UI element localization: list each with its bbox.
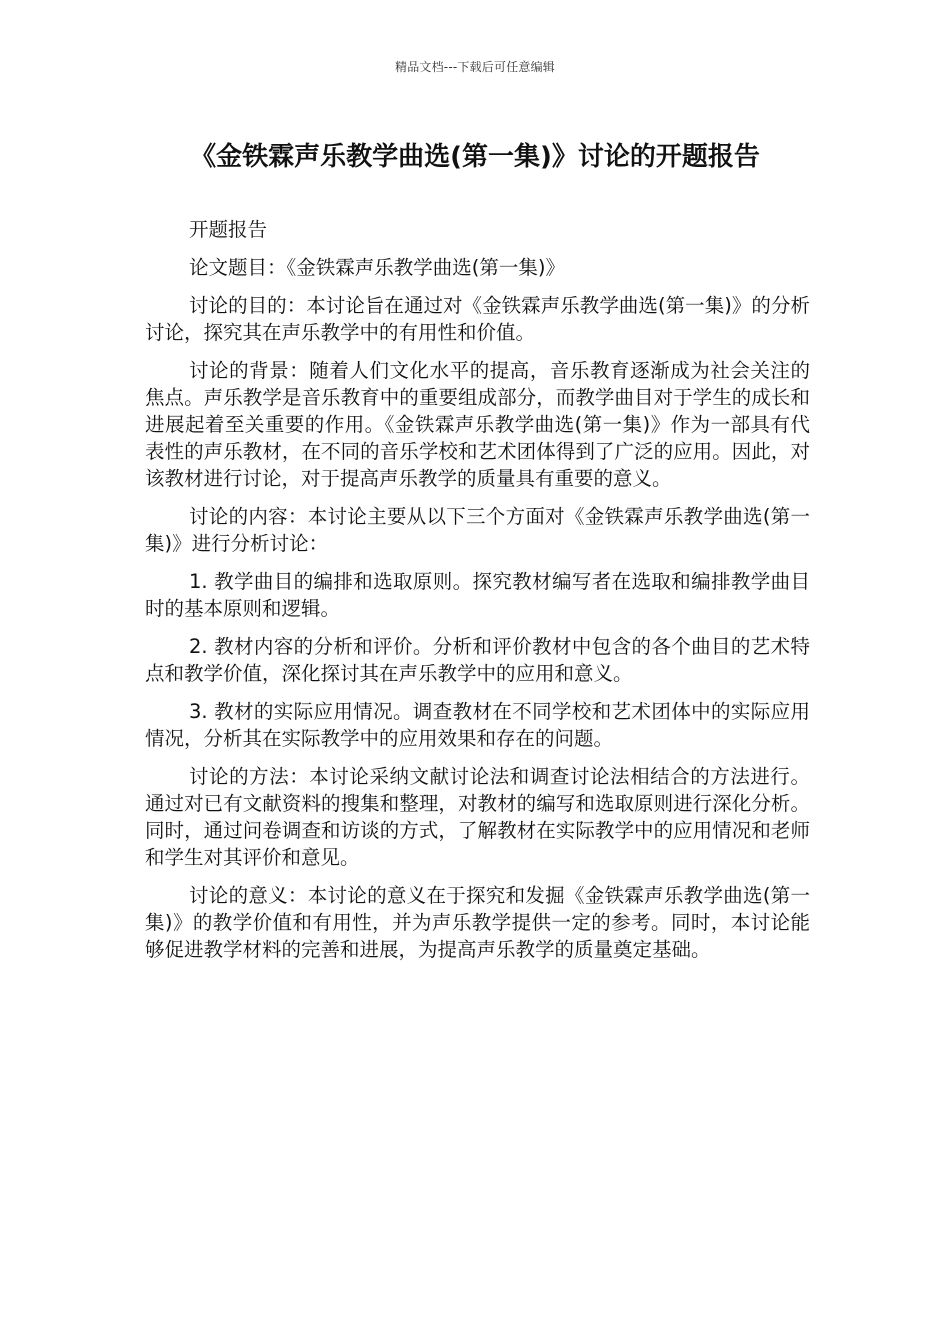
paragraph-significance: 讨论的意义：本讨论的意义在于探究和发掘《金铁霖声乐教学曲选(第一集)》的教学价值和有用性，并为声乐教学提供一定的参考。同时，本讨论能够促进教学材料的完善和进展，为提高声乐教学的质量奠定基础。 [145,884,810,961]
paragraph-content: 讨论的内容：本讨论主要从以下三个方面对《金铁霖声乐教学曲选(第一集)》进行分析讨论： [145,505,810,555]
paragraph-method: 讨论的方法：本讨论采纳文献讨论法和调查讨论法相结合的方法进行。通过对已有文献资料的搜集和整理，对教材的编写和选取原则进行深化分析。同时，通过问卷调查和访谈的方式，了解教材在实际教学中的应用情况和老师和学生对其评价和意见。 [145,765,810,869]
paragraph-content-item-1: 1. 教学曲目的编排和选取原则。探究教材编写者在选取和编排教学曲目时的基本原则和逻辑。 [145,570,810,620]
document-title: 《金铁霖声乐教学曲选(第一集)》讨论的开题报告 [190,142,760,172]
paragraph-content-item-3: 3. 教材的实际应用情况。调查教材在不同学校和艺术团体中的实际应用情况，分析其在实际教学中的应用效果和存在的问题。 [145,700,810,750]
paragraph-report-label: 开题报告 [189,218,268,241]
paragraph-background: 讨论的背景：随着人们文化水平的提高，音乐教育逐渐成为社会关注的焦点。声乐教学是音乐教育中的重要组成部分，而教学曲目对于学生的成长和进展起着至关重要的作用。《金铁霖声乐教学曲选(第一集)》作为一部具有代表性的声乐教材，在不同的音乐学校和艺术团体得到了广泛的应用。因此，对该教材进行讨论，对于提高声乐教学的质量具有重要的意义。 [145,359,810,490]
paragraph-content-item-2: 2. 教材内容的分析和评价。分析和评价教材中包含的各个曲目的艺术特点和教学价值，深化探讨其在声乐教学中的应用和意义。 [145,635,810,685]
page-header: 精品文档---下载后可任意编辑 [395,60,555,74]
paragraph-thesis-title: 论文题目：《金铁霖声乐教学曲选(第一集)》 [189,256,565,279]
document-body [145,216,810,974]
paragraph-purpose: 讨论的目的：本讨论旨在通过对《金铁霖声乐教学曲选(第一集)》的分析讨论，探究其在声乐教学中的有用性和价值。 [145,294,810,344]
